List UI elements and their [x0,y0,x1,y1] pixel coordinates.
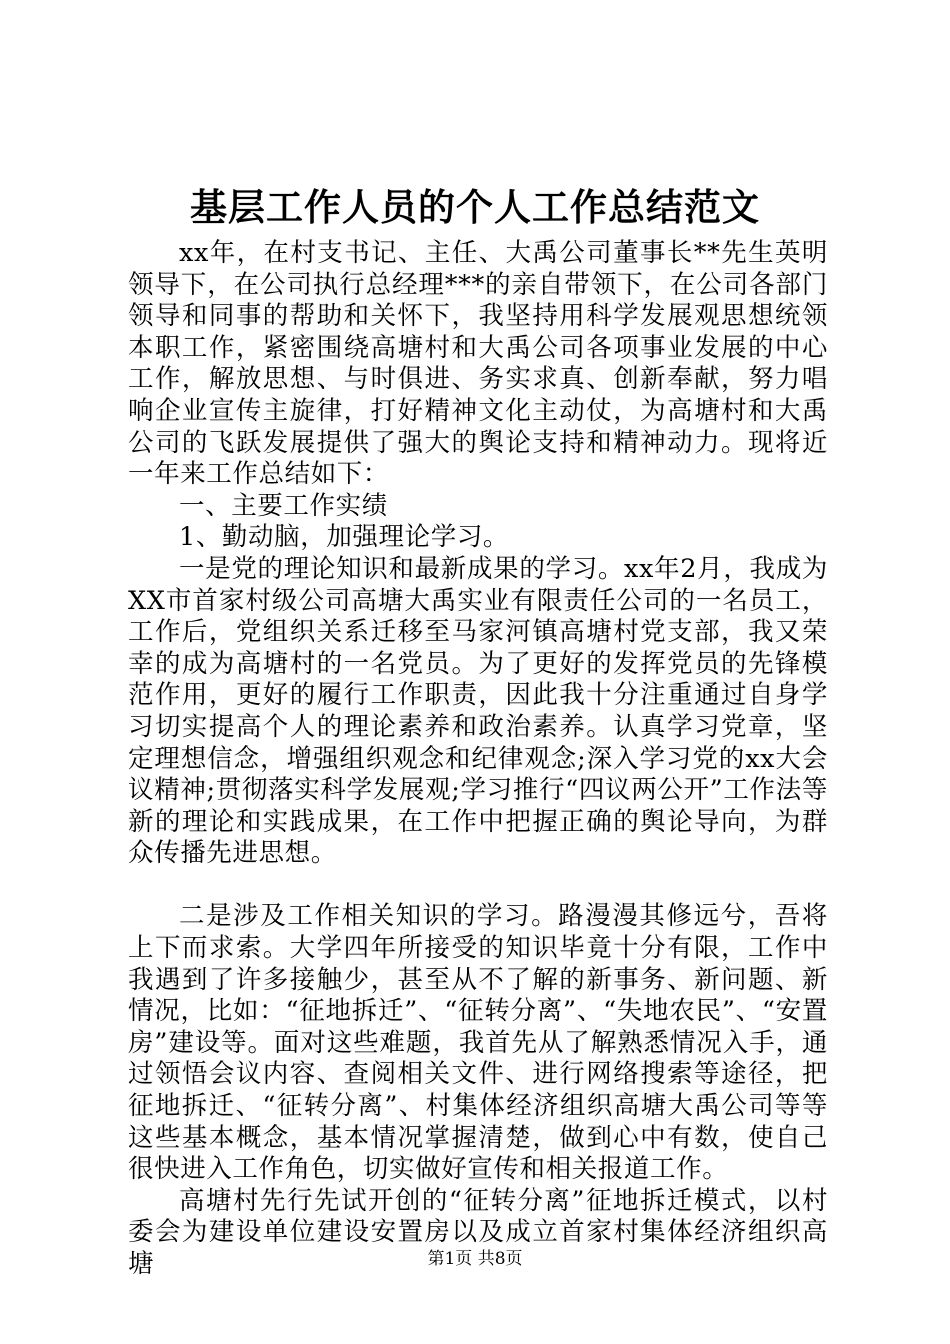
document-title: 基层工作人员的个人工作总结范文 [190,185,760,229]
paragraph-theory-study: 一是党的理论知识和最新成果的学习。xx年2月，我成为XX市首家村级公司高塘大禹实业有限责任公司的一名员工，工作后，党组织关系迁移至马家河镇高塘村党支部，我又荣幸的成为高塘村的一名党员。为了更好的发挥党员的先锋模范作用，更好的履行工作职责，因此我十分注重通过自身学习切实提高个人的理论素养和政治素养。认真学习党章，坚定理想信念，增强组织观念和纪律观念;深入学习党的xx大会议精神;贯彻落实科学发展观;学习推行“四议两公开”工作法等新的理论和实践成果，在工作中把握正确的舆论导向，为群众传播先进思想。 [128,553,828,869]
subsection-heading: 1、勤动脑，加强理论学习。 [179,522,510,553]
section-heading: 一、主要工作实绩 [179,490,388,521]
paragraph-gaotang: 高塘村先行先试开创的“征转分离”征地拆迁模式，以村委会为建设单位建设安置房以及成立首家村集体经济组织高塘 [128,1185,828,1279]
page-footer: 第1页 共8页 [427,1249,523,1269]
document-body [128,238,828,1281]
paragraph-knowledge-study: 二是涉及工作相关知识的学习。路漫漫其修远兮，吾将上下而求索。大学四年所接受的知识毕竟十分有限，工作中我遇到了许多接触少，甚至从不了解的新事务、新问题、新情况，比如：“征地拆迁”、“征转分离”、“失地农民”、“安置房”建设等。面对这些难题，我首先从了解熟悉情况入手，通过领悟会议内容、查阅相关文件、进行网络搜索等途径，把征地拆迁、“征转分离”、村集体经济组织高塘大禹公司等等这些基本概念，基本情况掌握清楚，做到心中有数，使自己很快进入工作角色，切实做好宣传和相关报道工作。 [128,901,828,1185]
paragraph-intro: xx年，在村支书记、主任、大禹公司董事长**先生英明领导下，在公司执行总经理***的亲自带领下，在公司各部门领导和同事的帮助和关怀下，我坚持用科学发展观思想统领本职工作，紧密围绕高塘村和大禹公司各项事业发展的中心工作，解放思想、与时俱进、务实求真、创新奉献，努力唱响企业宣传主旋律，打好精神文化主动仗，为高塘村和大禹公司的飞跃发展提供了强大的舆论支持和精神动力。现将近一年来工作总结如下： [128,238,828,490]
